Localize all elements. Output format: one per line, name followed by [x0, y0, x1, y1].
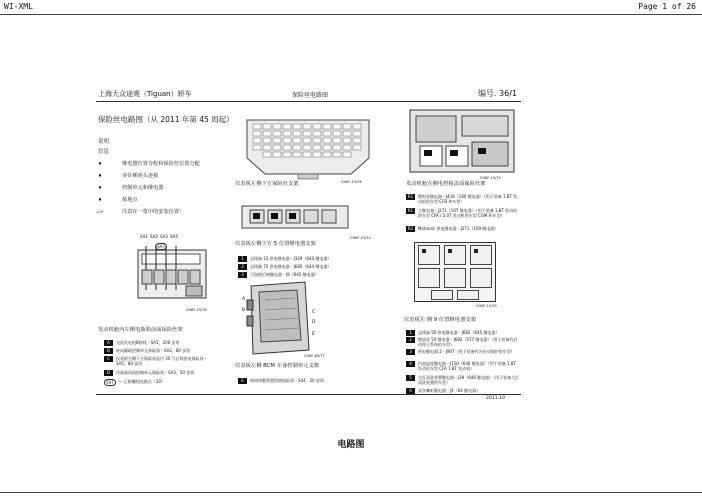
- figure-code: CHKF-65/77: [304, 354, 325, 358]
- legend-row: [406, 194, 518, 204]
- fuse-slot: [333, 124, 341, 129]
- fuse-slot: [293, 152, 301, 157]
- legend-key: 597: [106, 380, 114, 385]
- sheet-title-bar: [96, 88, 521, 102]
- figure-code: CHKF-15/76: [341, 180, 362, 184]
- fuse-slot: [293, 145, 301, 150]
- page-indicator: Page 1 of 26: [638, 2, 696, 11]
- fuse-slot: [283, 138, 291, 143]
- sheet-footer-rule: [96, 394, 521, 395]
- fuse-slot: [303, 131, 311, 136]
- legend-row: [406, 349, 520, 355]
- fuse-slot: [253, 124, 261, 129]
- fuse-slot: [253, 131, 261, 136]
- legend-row: [104, 356, 212, 366]
- fuse-slot: [303, 138, 311, 143]
- fuse-slot: [263, 145, 271, 150]
- header-divider: [0, 14, 702, 15]
- fuse-slot: [333, 152, 341, 157]
- legend-text: 燃油泵 50 继电器 - J682（577 继电器）（用于装备有启动停止系统的车型）: [418, 337, 518, 347]
- figure-code: CHKF-15/34: [350, 236, 371, 240]
- legend-text: 大灯清洗装置继电器 - J39（646 继电器）（用于装备大灯清洗装置的车型）: [418, 375, 520, 385]
- legend-row: [238, 272, 319, 278]
- relay-slot: [444, 268, 466, 288]
- fuse-slot: [343, 131, 351, 136]
- figure-title: 发动机舱左侧电控箱盖面保险丝架: [406, 181, 486, 187]
- fuse-slot: [273, 152, 281, 157]
- fuse-slot: [313, 152, 321, 157]
- fuse-slot: [313, 145, 321, 150]
- notes-bullet: ♦: [98, 162, 103, 167]
- fuse-slot: [253, 145, 261, 150]
- relay-slot: [444, 245, 466, 265]
- legend-key: A: [104, 340, 113, 346]
- legend-text: 双音喇叭继电器 - J4（64 继电器）: [418, 388, 481, 393]
- bcm-callout-C: C: [312, 310, 316, 315]
- bcm-callout-E: E: [312, 332, 315, 337]
- legend-key: 3: [238, 272, 247, 278]
- notes-item: 接地点: [122, 197, 138, 203]
- dash-fuse-box-drawing: [243, 114, 373, 180]
- fuse-slot: [323, 152, 331, 157]
- legend-key: R1: [407, 194, 414, 199]
- legend-row: [238, 256, 331, 262]
- legend-key: 5: [406, 375, 415, 381]
- page-caption: 电路图: [337, 440, 365, 450]
- fuse-slot: [283, 152, 291, 157]
- sheet-main-title: 保险丝电路图（从 2011 年第 45 周起）: [98, 115, 234, 124]
- relay-slot: [470, 245, 492, 265]
- legend-text: 仪表板左侧下方保险丝盒内 30 号总线供电保险丝 - SA5，80 安培: [116, 356, 207, 366]
- legend-key: 4: [406, 361, 415, 367]
- legend-row: [104, 370, 194, 376]
- legend-row: [406, 226, 498, 232]
- notes-bullet: =>: [96, 210, 104, 215]
- notes-item: 注意在一览中的安装位置！: [122, 209, 185, 215]
- notes-item: 控制单元和继电器: [122, 185, 164, 191]
- fuse-slot: [283, 131, 291, 136]
- bcm-callout-A: A: [242, 297, 246, 302]
- engine-relay-drawing: [406, 106, 518, 176]
- sa-label: SA1: [140, 234, 148, 239]
- legend-row: [406, 330, 499, 336]
- legend-text: Motronic 供电继电器 - J271（109 继电器）: [418, 226, 499, 231]
- fuse-slot: [303, 145, 311, 150]
- fuse-slot: [283, 145, 291, 150]
- relay-slot: [418, 268, 440, 288]
- fuse-slot: [333, 131, 341, 136]
- bcm-callout-B: B: [242, 308, 246, 313]
- document-header-left: WI-XML: [4, 2, 33, 11]
- fuse-slot: [283, 124, 291, 129]
- fuse-slot: [333, 145, 341, 150]
- legend-row: [104, 340, 180, 346]
- legend-text: 总线端 50 供电继电器 - J682（645 继电器）: [418, 330, 500, 335]
- figure-title: 发动机舱内左侧电瓶箱前面保险丝架: [98, 327, 183, 333]
- fuse-slot: [353, 145, 361, 150]
- fuse-slot: [353, 131, 361, 136]
- fuse-slot: [313, 124, 321, 129]
- legend-key: 3: [406, 349, 415, 355]
- sheet-title-mid: 保险丝电路图: [292, 92, 329, 99]
- legend-row: [406, 208, 518, 218]
- legend-text: — 正极螺栓连接点（30）: [118, 379, 166, 384]
- figure-title: 仪表板左侧下方 5 位置继电器支架: [235, 241, 316, 247]
- legend-key: D: [104, 370, 113, 376]
- relay-slot: [457, 290, 479, 300]
- sa-label: SA5: [170, 234, 178, 239]
- figure-code: CHKF-15/35: [476, 304, 497, 308]
- fuse-slot: [273, 131, 281, 136]
- fuse-slot: [273, 145, 281, 150]
- legend-key: 1: [406, 330, 415, 336]
- fuse-slot: [353, 124, 361, 129]
- fuse-slot: [293, 138, 301, 143]
- notes-bullet: ♦: [98, 186, 103, 191]
- legend-text: 可加热后窗继电器 - J9（645 继电器）: [250, 272, 319, 277]
- legend-row: [104, 348, 190, 354]
- sheet-date: 2011.10: [486, 396, 505, 401]
- figure-title: 仪表板左侧 BCM 车身控制单元支架: [235, 363, 320, 369]
- fuse-slot: [323, 124, 331, 129]
- fuse-slot: [313, 131, 321, 136]
- legend-row: [238, 264, 331, 270]
- relay-slot: [470, 268, 492, 288]
- legend-text: 总线端 15 供电继电器 - J329（643 继电器）: [250, 256, 332, 261]
- legend-text: 总线端 75 供电继电器 - J680（644 继电器）: [250, 264, 332, 269]
- notes-title: 说明: [98, 139, 110, 145]
- legend-row: [104, 379, 165, 386]
- fuse-slot: [273, 138, 281, 143]
- legend-key: R2: [407, 226, 414, 231]
- fuse-slot: [343, 124, 351, 129]
- relay-slot: [418, 245, 440, 265]
- legend-text: 冷却液风扇控制单元保险丝 - SA3，50 安培: [116, 370, 195, 375]
- fuse-slot: [343, 152, 351, 157]
- fuse-slot: [293, 124, 301, 129]
- fuse-slot: [293, 131, 301, 136]
- notes-bullet: ♦: [98, 174, 103, 179]
- sa-label: SA2: [150, 234, 158, 239]
- fuse-slot: [253, 138, 261, 143]
- bcm-drawing: [243, 280, 321, 358]
- legend-text: 燃料泵继电器 - J416（100 继电器）（用于装备 1.8T 发动机的车型 CFB 和车型）: [418, 194, 518, 204]
- dash-relay5-drawing: [236, 198, 354, 236]
- fuse-slot: [273, 124, 281, 129]
- legend-row: [406, 337, 520, 347]
- legend-text: 主继电器 - J271（107 继电器）（用于装备 1.8T 发动机的车型 CFA / 2.0T 发动机的车型 CGM 和车型）: [418, 208, 518, 218]
- notes-item: 多针插座头连接: [122, 173, 159, 179]
- fuse-slot: [263, 131, 271, 136]
- legend-text: 转向辅助控制单元保险丝 - SA2，80 安培: [116, 348, 191, 353]
- footer-divider: [0, 492, 702, 493]
- figure-code: CHKF-15/78: [186, 308, 207, 312]
- legend-key: E: [238, 378, 247, 384]
- bcm-callout-D: D: [312, 320, 316, 325]
- fuse-slot: [323, 131, 331, 136]
- sa-label: SA7: [157, 244, 165, 249]
- fuse-slot: [313, 138, 321, 143]
- fuse-slot: [263, 124, 271, 129]
- legend-key: C: [104, 356, 113, 362]
- sheet-title-left: 上海大众途观（Tiguan）轿车: [98, 90, 192, 98]
- fuse-slot: [343, 145, 351, 150]
- fuse-slot: [333, 138, 341, 143]
- sa-label: SA3: [160, 234, 168, 239]
- figure-title: 仪表板左 侧 9 位置继电器支架: [404, 317, 476, 323]
- legend-key: 2: [238, 264, 247, 270]
- figure-title: 仪表板左侧下方保险丝支架: [235, 181, 299, 187]
- fuse-slot: [263, 152, 271, 157]
- legend-key: 6: [406, 388, 415, 394]
- notes-bullet: ♦: [98, 198, 103, 203]
- fuse-slot: [353, 138, 361, 143]
- legend-row: [238, 378, 324, 384]
- legend-key: 1: [238, 256, 247, 262]
- fuse-diagram-sheet: [88, 78, 527, 408]
- figure-code: CHKF-15/79: [480, 176, 501, 180]
- legend-text: 座椅调整装置热熔保险丝 - S44，20 安培: [250, 378, 324, 383]
- legend-text: 供电继电器 2 - J907（用于装备有冷启动保护的车型）: [418, 349, 515, 354]
- legend-row: [406, 375, 520, 385]
- legend-key: R1: [407, 208, 414, 213]
- fuse-slot: [323, 138, 331, 143]
- notes-subtitle: 信息: [98, 149, 110, 155]
- notes-item: 继电器位置分配和保险丝位置分配: [122, 161, 200, 167]
- legend-key: 2: [406, 337, 415, 343]
- fuse-slot: [263, 138, 271, 143]
- relay-slot: [431, 290, 453, 300]
- fuse-slot: [303, 152, 311, 157]
- engine-fuse-drawing: [134, 246, 210, 304]
- legend-text: 内部温度继电器 - J110（646 继电器）（用于装备 1.8T 发动机车型 CFA 1.8T 发动机）: [418, 361, 516, 371]
- fuse-slot: [343, 138, 351, 143]
- fuse-slot: [323, 145, 331, 150]
- legend-key: B: [104, 348, 113, 354]
- sheet-number: 编号. 36/1: [477, 89, 517, 98]
- fuse-slot: [303, 124, 311, 129]
- legend-row: [406, 361, 520, 371]
- legend-text: 交流发电机B接线 - SA1，200 安培: [116, 340, 180, 345]
